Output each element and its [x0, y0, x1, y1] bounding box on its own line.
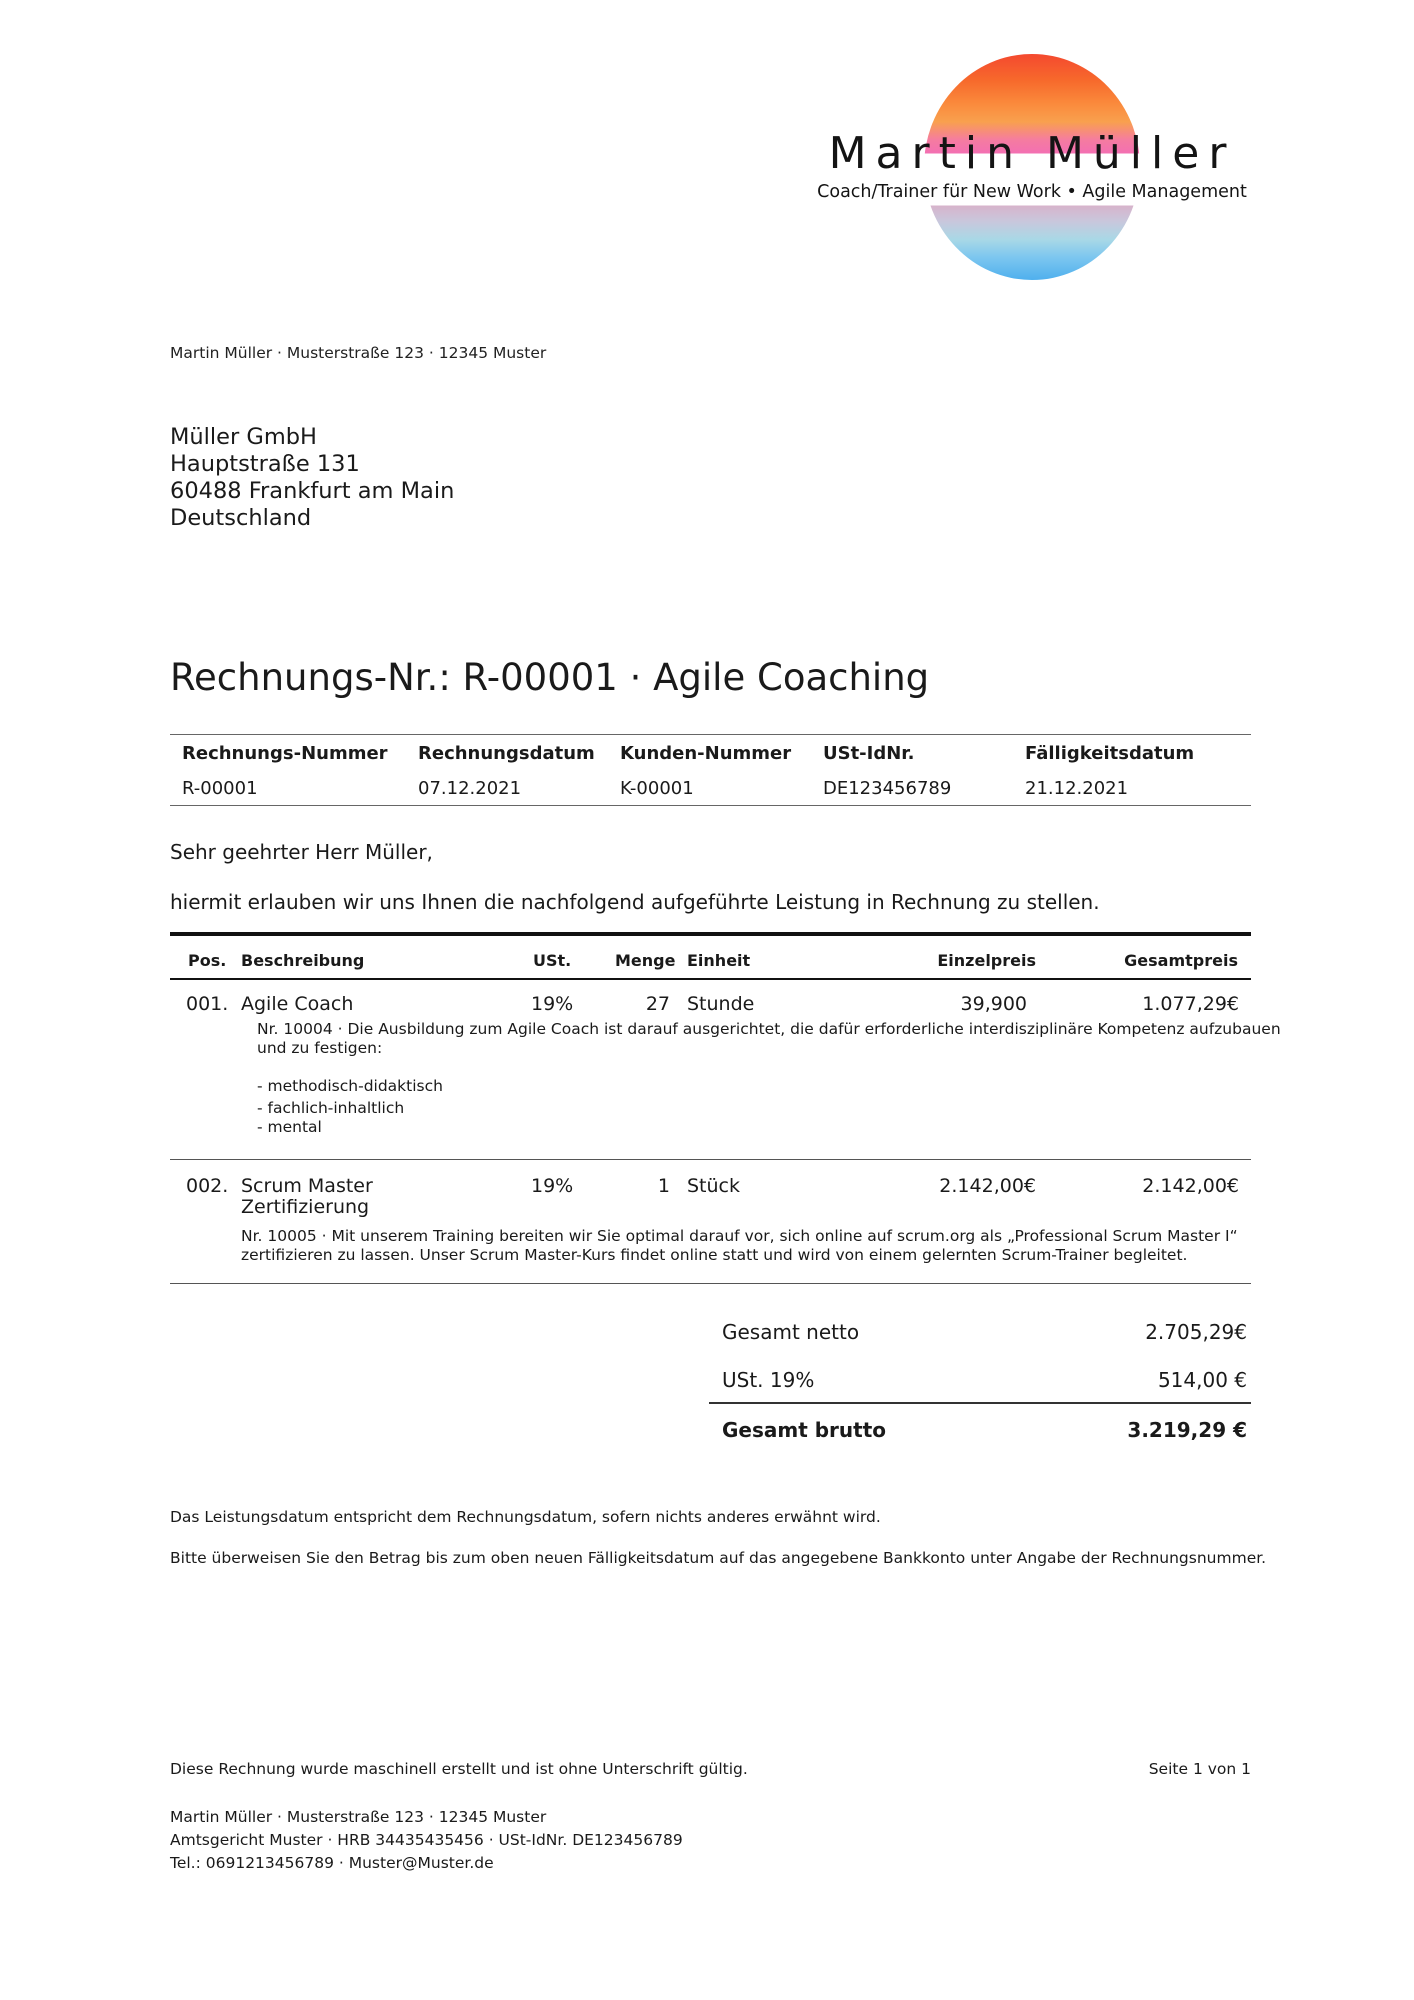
gross-total-value: 3.219,29 € — [1127, 1418, 1247, 1442]
logo — [812, 50, 1252, 290]
row-description: Nr. 10004 · Die Ausbildung zum Agile Coach ist darauf ausgerichtet, die dafür erforderliche interdisziplinäre Kompetenz aufzubauen — [257, 1020, 1281, 1038]
meta-header-due-date: Fälligkeitsdatum — [1025, 743, 1195, 764]
intro-text: hiermit erlauben wir uns Ihnen die nachfolgend aufgeführte Leistung in Rechnung zu stellen. — [170, 890, 1100, 914]
row-vat: 19% — [531, 993, 574, 1015]
meta-header-vat-id: USt-IdNr. — [823, 743, 915, 764]
footer-registry: Amtsgericht Muster · HRB 34435435456 · USt-IdNr. DE123456789 — [170, 1831, 683, 1849]
recipient-address — [170, 424, 454, 532]
vat-total-label: USt. 19% — [722, 1368, 815, 1392]
greeting: Sehr geehrter Herr Müller, — [170, 840, 433, 864]
row-title: Agile Coach — [241, 993, 354, 1015]
meta-header-customer-number: Kunden-Nummer — [620, 743, 792, 764]
recipient-country: Deutschland — [170, 505, 312, 531]
items-table-top-rule — [170, 932, 1251, 936]
items-header-vat: USt. — [533, 951, 572, 970]
row-description: Nr. 10005 · Mit unserem Training bereiten wir Sie optimal darauf vor, sich online auf scrum.org als „Professional Scrum Master I“ — [241, 1227, 1238, 1245]
row-pos: 002. — [186, 1175, 229, 1197]
items-header-unit-price: Einzelpreis — [937, 951, 1036, 970]
footer-contact: Tel.: 0691213456789 · Muster@Muster.de — [170, 1854, 494, 1872]
machine-generated-note: Diese Rechnung wurde maschinell erstellt und ist ohne Unterschrift gültig. — [170, 1760, 748, 1778]
vat-total-value: 514,00 € — [1157, 1368, 1247, 1392]
meta-header-invoice-date: Rechnungsdatum — [418, 743, 595, 764]
row-separator — [170, 1159, 1251, 1160]
row-pos: 001. — [186, 993, 229, 1015]
row-quantity: 27 — [645, 993, 670, 1015]
meta-value-invoice-number: R-00001 — [182, 778, 258, 799]
recipient-street: Hauptstraße 131 — [170, 451, 360, 477]
page-number: Seite 1 von 1 — [1148, 1760, 1251, 1778]
row-unit: Stück — [687, 1175, 741, 1197]
items-header-pos: Pos. — [188, 951, 227, 970]
logo-tagline: Coach/Trainer für New Work • Agile Management — [817, 182, 1247, 202]
payment-note: Bitte überweisen Sie den Betrag bis zum oben neuen Fälligkeitsdatum auf das angegebene Bankkonto unter Angabe der Rechnungsnummer. — [170, 1549, 1267, 1567]
invoice-meta-table — [170, 734, 1251, 806]
row-bullet: - fachlich-inhaltlich — [257, 1099, 405, 1117]
row-description-cont: und zu festigen: — [257, 1039, 383, 1057]
recipient-city: 60488 Frankfurt am Main — [170, 478, 455, 504]
invoice-title: Rechnungs-Nr.: R-00001 · Agile Coaching — [170, 656, 930, 699]
items-header-quantity: Menge — [615, 951, 676, 970]
meta-value-invoice-date: 07.12.2021 — [418, 778, 522, 799]
items-header-description: Beschreibung — [241, 951, 365, 970]
meta-value-due-date: 21.12.2021 — [1025, 778, 1129, 799]
row-bullet: - mental — [257, 1118, 322, 1136]
logo-name: Martin Müller — [828, 128, 1236, 179]
row-unit-price: 2.142,00€ — [939, 1175, 1036, 1197]
row-bullet: - methodisch-didaktisch — [257, 1077, 443, 1095]
items-table-bottom-rule — [170, 1283, 1251, 1284]
footer-company-info — [170, 1806, 683, 1875]
gross-total-label: Gesamt brutto — [722, 1418, 887, 1442]
row-total-price: 1.077,29€ — [1142, 993, 1239, 1015]
row-title-cont: Zertifizierung — [241, 1196, 370, 1218]
row-description-cont: zertifizieren zu lassen. Unser Scrum Master-Kurs findet online statt und wird von einem gelernten Scrum-Trainer begleitet. — [241, 1246, 1188, 1264]
recipient-company: Müller GmbH — [170, 424, 317, 450]
row-total-price: 2.142,00€ — [1142, 1175, 1239, 1197]
row-quantity: 1 — [657, 1175, 670, 1197]
items-header-total-price: Gesamtpreis — [1124, 951, 1238, 970]
net-total-value: 2.705,29€ — [1145, 1320, 1247, 1344]
meta-header-invoice-number: Rechnungs-Nummer — [182, 743, 388, 764]
meta-value-customer-number: K-00001 — [620, 778, 694, 799]
items-header-rule — [170, 978, 1251, 980]
footer-address: Martin Müller · Musterstraße 123 · 12345 Muster — [170, 1808, 547, 1826]
row-title: Scrum Master — [241, 1175, 373, 1197]
row-vat: 19% — [531, 1175, 574, 1197]
items-header-unit: Einheit — [687, 951, 751, 970]
service-date-note: Das Leistungsdatum entspricht dem Rechnungsdatum, sofern nichts anderes erwähnt wird. — [170, 1508, 881, 1526]
row-unit-price: 39,900 — [960, 993, 1027, 1015]
row-unit: Stunde — [687, 993, 755, 1015]
totals-rule — [709, 1402, 1251, 1404]
meta-value-vat-id: DE123456789 — [823, 778, 952, 799]
sender-address-line: Martin Müller · Musterstraße 123 · 12345 Muster — [170, 344, 547, 362]
net-total-label: Gesamt netto — [722, 1320, 860, 1344]
